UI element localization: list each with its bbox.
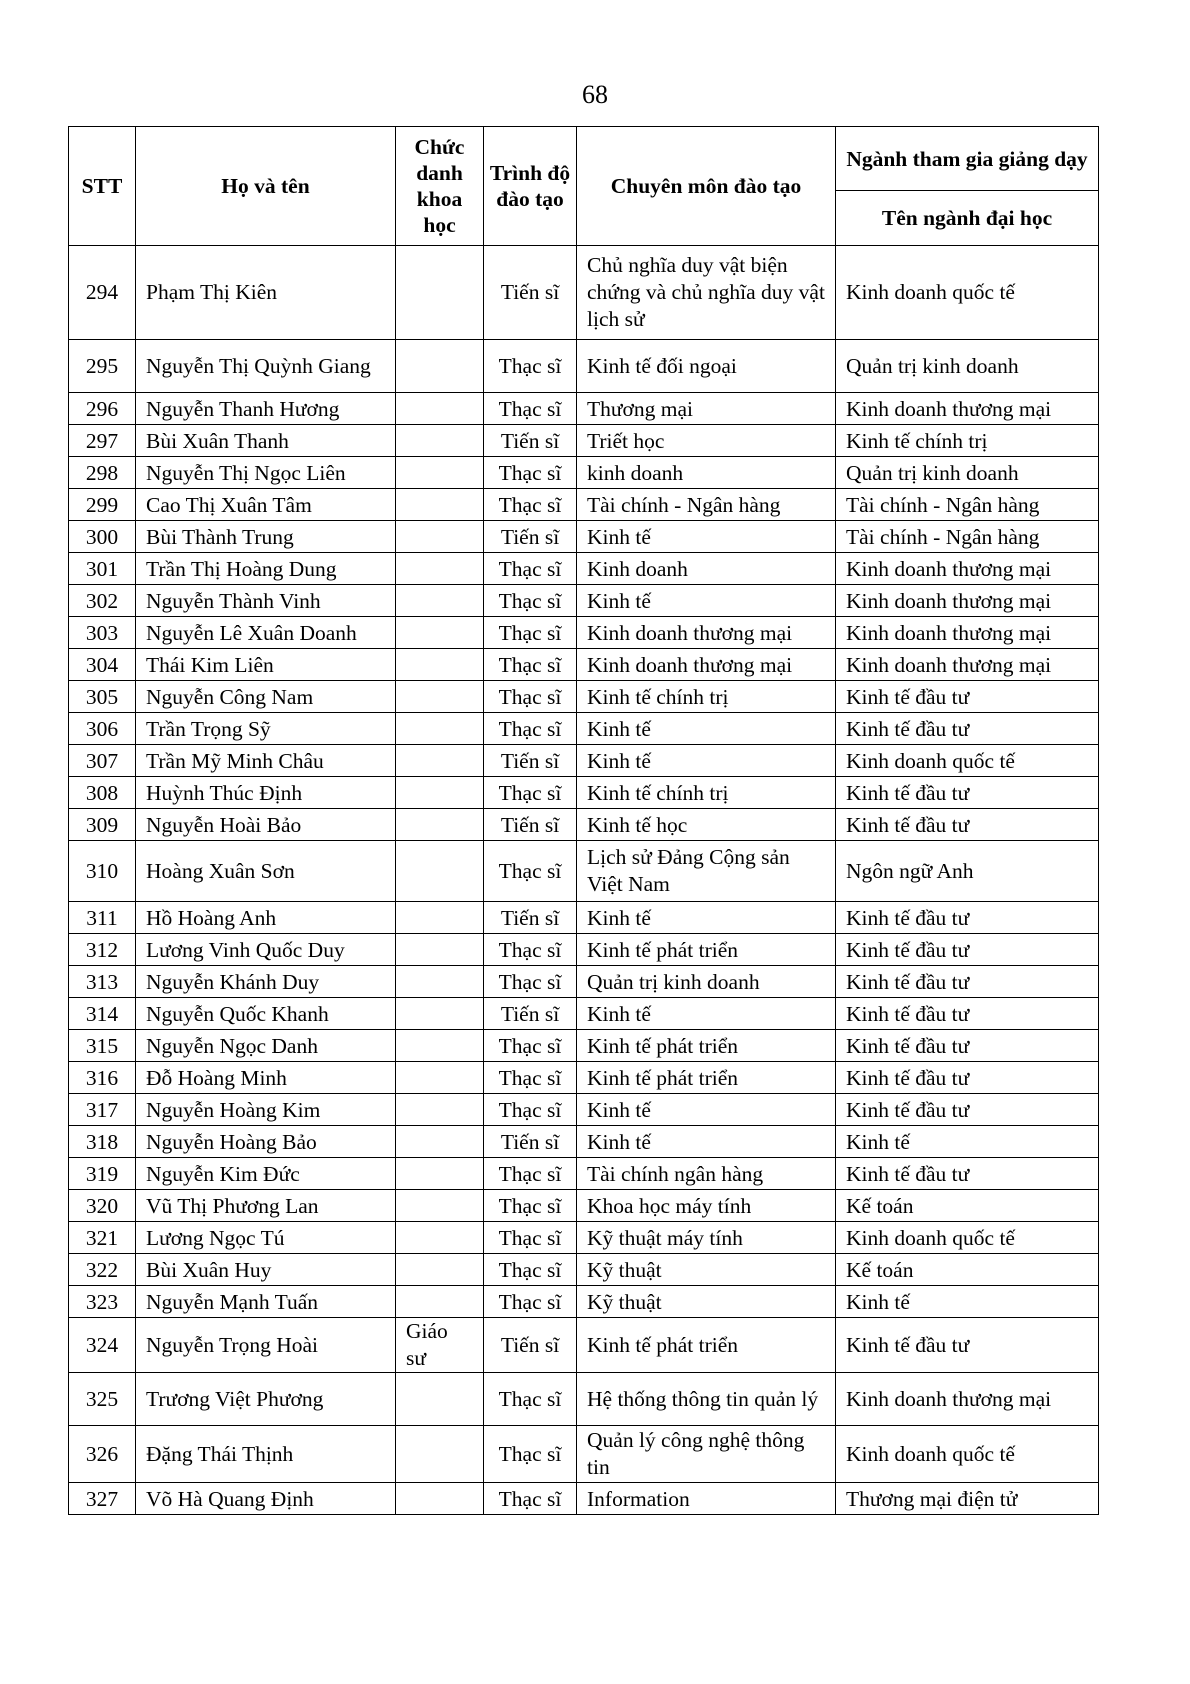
row-degree: Tiến sĩ [484,246,577,340]
row-degree: Thạc sĩ [484,966,577,998]
row-specialty: Kinh tế [577,1094,836,1126]
row-degree: Thạc sĩ [484,713,577,745]
row-stt: 317 [69,1094,136,1126]
table-row [69,425,1099,457]
table-row [69,1426,1099,1483]
row-name: Bùi Xuân Huy [136,1254,396,1286]
row-major: Kinh tế đầu tư [836,809,1099,841]
row-name: Nguyễn Kim Đức [136,1158,396,1190]
row-name: Nguyễn Trọng Hoài [136,1318,396,1373]
row-major: Tài chính - Ngân hàng [836,489,1099,521]
table-row [69,340,1099,393]
row-stt: 305 [69,681,136,713]
row-specialty: Kỹ thuật [577,1286,836,1318]
row-title [396,1373,484,1426]
row-major: Kinh tế đầu tư [836,1094,1099,1126]
row-name: Trương Việt Phương [136,1373,396,1426]
row-title [396,1426,484,1483]
header-major: Tên ngành đại học [836,191,1099,246]
row-degree: Tiến sĩ [484,745,577,777]
row-major: Kinh doanh quốc tế [836,745,1099,777]
row-title [396,489,484,521]
row-name: Hoàng Xuân Sơn [136,841,396,902]
row-title [396,553,484,585]
table-row [69,1254,1099,1286]
row-specialty: Kỹ thuật [577,1254,836,1286]
row-specialty: Kinh doanh thương mại [577,617,836,649]
row-name: Đặng Thái Thịnh [136,1426,396,1483]
table-row [69,393,1099,425]
row-major: Kinh tế chính trị [836,425,1099,457]
row-specialty: Quản trị kinh doanh [577,966,836,998]
row-major: Kế toán [836,1190,1099,1222]
table-row [69,457,1099,489]
row-degree: Tiến sĩ [484,1318,577,1373]
row-degree: Thạc sĩ [484,393,577,425]
table-row [69,1126,1099,1158]
row-degree: Thạc sĩ [484,585,577,617]
row-title [396,809,484,841]
row-title [396,1062,484,1094]
row-major: Kinh tế đầu tư [836,777,1099,809]
row-stt: 303 [69,617,136,649]
row-major: Kinh tế [836,1286,1099,1318]
row-degree: Tiến sĩ [484,998,577,1030]
row-major: Kinh tế đầu tư [836,998,1099,1030]
table-row [69,809,1099,841]
row-major: Kinh tế đầu tư [836,1062,1099,1094]
row-name: Hồ Hoàng Anh [136,902,396,934]
table-body [69,246,1099,1515]
row-specialty: Kinh tế [577,998,836,1030]
row-degree: Thạc sĩ [484,841,577,902]
row-major: Kinh doanh thương mại [836,649,1099,681]
row-stt: 302 [69,585,136,617]
row-stt: 295 [69,340,136,393]
row-stt: 314 [69,998,136,1030]
table-row [69,934,1099,966]
row-title [396,841,484,902]
staff-table [68,126,1099,1515]
table-row [69,1062,1099,1094]
table-row [69,585,1099,617]
row-name: Đỗ Hoàng Minh [136,1062,396,1094]
table-row [69,1318,1099,1373]
table-row [69,1158,1099,1190]
row-title [396,777,484,809]
row-title: Giáo sư [396,1318,484,1373]
row-specialty: Thương mại [577,393,836,425]
row-degree: Thạc sĩ [484,1158,577,1190]
row-stt: 310 [69,841,136,902]
row-name: Nguyễn Thành Vinh [136,585,396,617]
row-degree: Thạc sĩ [484,553,577,585]
table-row [69,777,1099,809]
row-title [396,340,484,393]
row-name: Bùi Xuân Thanh [136,425,396,457]
row-name: Nguyễn Hoài Bảo [136,809,396,841]
row-stt: 323 [69,1286,136,1318]
row-stt: 325 [69,1373,136,1426]
row-major: Kinh doanh thương mại [836,553,1099,585]
row-major: Quản trị kinh doanh [836,340,1099,393]
table-row [69,1030,1099,1062]
row-title [396,934,484,966]
header-group: Ngành tham gia giảng dạy [836,127,1099,191]
row-title [396,1222,484,1254]
row-specialty: Kinh tế học [577,809,836,841]
row-stt: 327 [69,1483,136,1515]
row-stt: 301 [69,553,136,585]
row-stt: 318 [69,1126,136,1158]
row-specialty: Kinh tế [577,745,836,777]
row-major: Kinh tế đầu tư [836,934,1099,966]
row-title [396,902,484,934]
row-major: Kinh doanh thương mại [836,585,1099,617]
table-row [69,998,1099,1030]
row-major: Kinh tế đầu tư [836,902,1099,934]
row-degree: Thạc sĩ [484,649,577,681]
table-row [69,489,1099,521]
row-degree: Thạc sĩ [484,1094,577,1126]
row-specialty: Chủ nghĩa duy vật biện chứng và chủ nghĩa duy vật lịch sử [577,246,836,340]
row-title [396,425,484,457]
row-name: Nguyễn Công Nam [136,681,396,713]
row-stt: 326 [69,1426,136,1483]
row-specialty: Kinh tế [577,902,836,934]
row-degree: Thạc sĩ [484,934,577,966]
row-stt: 312 [69,934,136,966]
table-row [69,246,1099,340]
row-major: Kế toán [836,1254,1099,1286]
table-row [69,1483,1099,1515]
row-stt: 311 [69,902,136,934]
table-row [69,681,1099,713]
row-degree: Thạc sĩ [484,777,577,809]
header-stt: STT [69,127,136,246]
row-title [396,649,484,681]
row-major: Kinh doanh thương mại [836,1373,1099,1426]
row-major: Kinh doanh thương mại [836,617,1099,649]
row-specialty: Tài chính ngân hàng [577,1158,836,1190]
row-title [396,681,484,713]
row-stt: 308 [69,777,136,809]
row-stt: 319 [69,1158,136,1190]
row-stt: 299 [69,489,136,521]
row-major: Kinh doanh thương mại [836,393,1099,425]
row-specialty: Kinh tế phát triển [577,1030,836,1062]
row-specialty: Kinh tế đối ngoại [577,340,836,393]
table-row [69,1286,1099,1318]
row-specialty: Kinh tế chính trị [577,777,836,809]
row-name: Trần Thị Hoàng Dung [136,553,396,585]
table-row [69,1190,1099,1222]
row-degree: Thạc sĩ [484,457,577,489]
row-major: Kinh doanh quốc tế [836,246,1099,340]
row-name: Nguyễn Hoàng Kim [136,1094,396,1126]
row-title [396,745,484,777]
table-row [69,553,1099,585]
table-row [69,617,1099,649]
row-title [396,585,484,617]
row-name: Nguyễn Quốc Khanh [136,998,396,1030]
row-name: Nguyễn Mạnh Tuấn [136,1286,396,1318]
row-name: Nguyễn Thị Ngọc Liên [136,457,396,489]
row-specialty: Kinh tế phát triển [577,1062,836,1094]
row-major: Ngôn ngữ Anh [836,841,1099,902]
row-stt: 321 [69,1222,136,1254]
row-specialty: Quản lý công nghệ thông tin [577,1426,836,1483]
row-major: Thương mại điện tử [836,1483,1099,1515]
table-row [69,521,1099,553]
row-stt: 316 [69,1062,136,1094]
row-specialty: Triết học [577,425,836,457]
row-title [396,966,484,998]
row-name: Lương Ngọc Tú [136,1222,396,1254]
row-stt: 313 [69,966,136,998]
row-major: Kinh tế đầu tư [836,681,1099,713]
row-stt: 307 [69,745,136,777]
row-degree: Thạc sĩ [484,1030,577,1062]
row-stt: 322 [69,1254,136,1286]
row-major: Kinh tế đầu tư [836,966,1099,998]
row-name: Nguyễn Hoàng Bảo [136,1126,396,1158]
row-title [396,393,484,425]
row-degree: Thạc sĩ [484,1254,577,1286]
row-title [396,1190,484,1222]
row-title [396,1254,484,1286]
row-degree: Tiến sĩ [484,1126,577,1158]
row-degree: Thạc sĩ [484,340,577,393]
table-row [69,1222,1099,1254]
row-degree: Thạc sĩ [484,617,577,649]
row-major: Kinh tế đầu tư [836,1318,1099,1373]
row-degree: Thạc sĩ [484,1373,577,1426]
row-degree: Tiến sĩ [484,521,577,553]
row-specialty: Kinh tế [577,585,836,617]
row-title [396,1094,484,1126]
table-row [69,902,1099,934]
row-title [396,1158,484,1190]
table-row [69,841,1099,902]
row-major: Kinh tế đầu tư [836,1158,1099,1190]
row-stt: 324 [69,1318,136,1373]
row-degree: Tiến sĩ [484,902,577,934]
header-title: Chức danh khoa học [396,127,484,246]
table-row [69,966,1099,998]
row-specialty: Kinh tế phát triển [577,1318,836,1373]
row-specialty: Khoa học máy tính [577,1190,836,1222]
header-degree: Trình độ đào tạo [484,127,577,246]
row-name: Nguyễn Ngọc Danh [136,1030,396,1062]
row-name: Cao Thị Xuân Tâm [136,489,396,521]
row-title [396,457,484,489]
header-name: Họ và tên [136,127,396,246]
row-degree: Thạc sĩ [484,1190,577,1222]
row-title [396,1030,484,1062]
row-major: Kinh doanh quốc tế [836,1222,1099,1254]
row-stt: 320 [69,1190,136,1222]
row-name: Nguyễn Thanh Hương [136,393,396,425]
row-specialty: Kinh tế [577,521,836,553]
row-specialty: Kinh tế chính trị [577,681,836,713]
row-stt: 309 [69,809,136,841]
row-name: Huỳnh Thúc Định [136,777,396,809]
row-major: Kinh tế đầu tư [836,1030,1099,1062]
table-row [69,649,1099,681]
table-row [69,1373,1099,1426]
row-name: Nguyễn Lê Xuân Doanh [136,617,396,649]
row-specialty: Kinh tế [577,713,836,745]
row-specialty: Kinh tế phát triển [577,934,836,966]
table-row [69,713,1099,745]
row-degree: Thạc sĩ [484,1062,577,1094]
table-row [69,745,1099,777]
header-specialty: Chuyên môn đào tạo [577,127,836,246]
page-number: 68 [582,80,608,109]
row-degree: Tiến sĩ [484,425,577,457]
row-title [396,713,484,745]
row-specialty: Information [577,1483,836,1515]
row-specialty: Tài chính - Ngân hàng [577,489,836,521]
row-name: Thái Kim Liên [136,649,396,681]
row-degree: Thạc sĩ [484,1426,577,1483]
row-major: Kinh tế đầu tư [836,713,1099,745]
row-major: Kinh tế [836,1126,1099,1158]
row-specialty: Kinh tế [577,1126,836,1158]
row-specialty: Kỹ thuật máy tính [577,1222,836,1254]
row-title [396,1483,484,1515]
row-stt: 304 [69,649,136,681]
row-degree: Tiến sĩ [484,809,577,841]
row-stt: 298 [69,457,136,489]
row-specialty: Lịch sử Đảng Cộng sản Việt Nam [577,841,836,902]
row-stt: 300 [69,521,136,553]
row-title [396,1126,484,1158]
table-row [69,1094,1099,1126]
row-degree: Thạc sĩ [484,1222,577,1254]
row-name: Lương Vinh Quốc Duy [136,934,396,966]
row-specialty: Kinh doanh [577,553,836,585]
row-degree: Thạc sĩ [484,1286,577,1318]
row-title [396,1286,484,1318]
row-stt: 297 [69,425,136,457]
row-name: Bùi Thành Trung [136,521,396,553]
row-stt: 315 [69,1030,136,1062]
row-specialty: kinh doanh [577,457,836,489]
row-title [396,246,484,340]
row-title [396,998,484,1030]
row-major: Quản trị kinh doanh [836,457,1099,489]
row-name: Trần Mỹ Minh Châu [136,745,396,777]
row-major: Kinh doanh quốc tế [836,1426,1099,1483]
row-name: Phạm Thị Kiên [136,246,396,340]
row-stt: 306 [69,713,136,745]
row-name: Nguyễn Khánh Duy [136,966,396,998]
row-name: Vũ Thị Phương Lan [136,1190,396,1222]
row-title [396,521,484,553]
table-header [69,127,1099,246]
row-stt: 294 [69,246,136,340]
row-name: Nguyễn Thị Quỳnh Giang [136,340,396,393]
row-specialty: Hệ thống thông tin quản lý [577,1373,836,1426]
row-name: Võ Hà Quang Định [136,1483,396,1515]
row-name: Trần Trọng Sỹ [136,713,396,745]
row-major: Tài chính - Ngân hàng [836,521,1099,553]
row-degree: Thạc sĩ [484,681,577,713]
row-degree: Thạc sĩ [484,489,577,521]
row-stt: 296 [69,393,136,425]
row-degree: Thạc sĩ [484,1483,577,1515]
row-specialty: Kinh doanh thương mại [577,649,836,681]
row-title [396,617,484,649]
